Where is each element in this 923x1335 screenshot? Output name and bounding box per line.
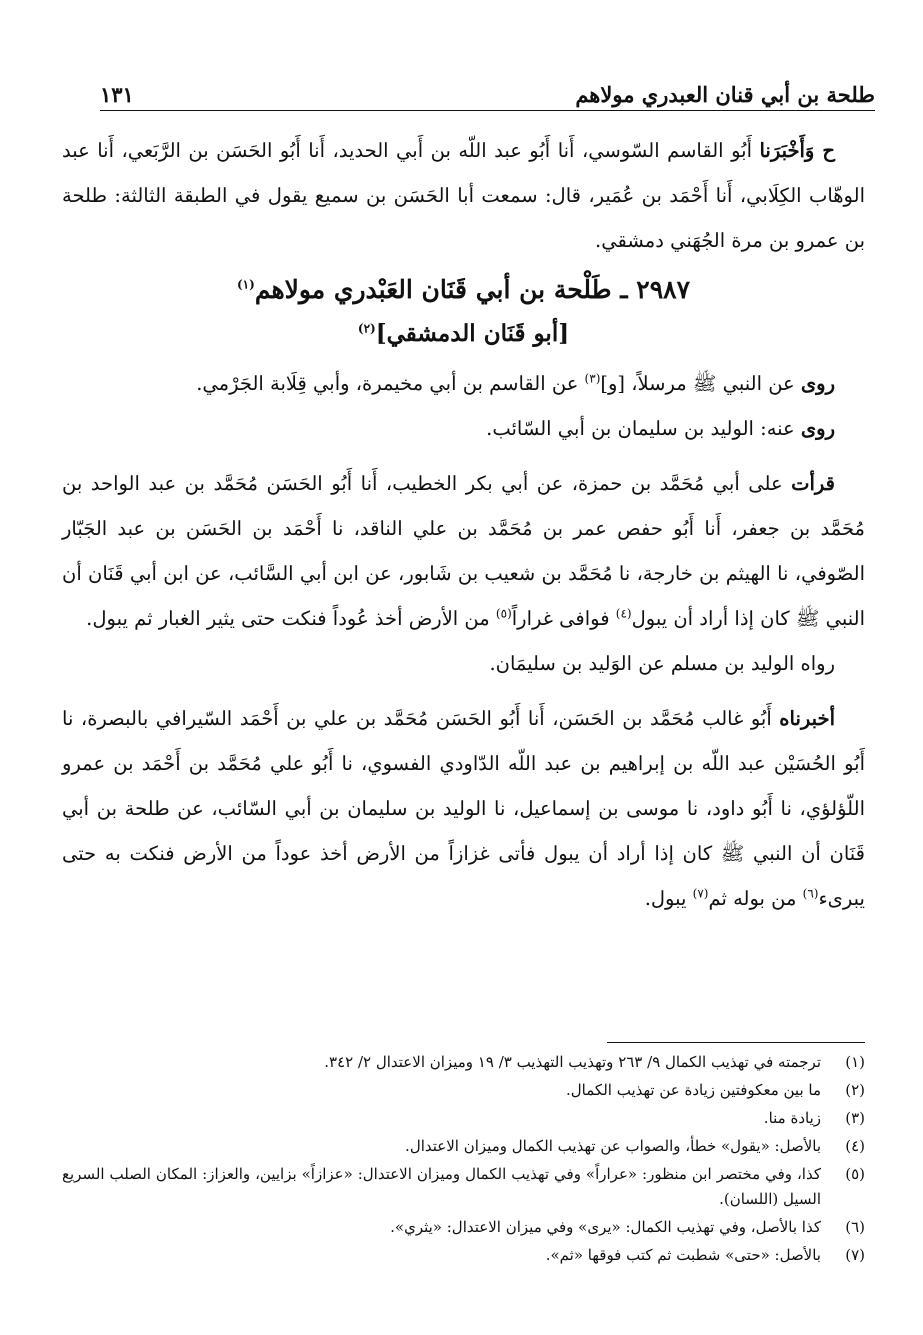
footnote-ref: (٤)	[615, 606, 632, 621]
entry-heading-text: ٢٩٨٧ ـ طَلْحة بن أبي قَنَان العَبْدري مولاهم	[254, 275, 691, 304]
paragraph-text: يبول.	[644, 887, 693, 910]
paragraph-narrated-by	[62, 406, 865, 451]
footnote-text: كذا بالأصل، وفي تهذيب الكمال: «يرى» وفي ميزان الاعتدال: «يثري».	[390, 1218, 821, 1236]
paragraph-text: فوافى غراراً	[511, 607, 616, 630]
footnote-text: كذا، وفي مختصر ابن منظور: «عراراً» وفي تهذيب الكمال وميزان الاعتدال: «عزازاً» بزايين، والعزاز: المكان الصلب السريع السيل (اللسان).	[62, 1165, 821, 1208]
footnote-divider	[607, 1042, 865, 1043]
footnote-number: (٢)	[845, 1081, 865, 1099]
running-header	[100, 70, 875, 110]
paragraph-narrated-from	[62, 361, 865, 406]
paragraph-hadith-1	[62, 461, 865, 641]
paragraph-text: على أبي مُحَمَّد بن حمزة، عن أبي بكر الخطيب، أَنا أَبُو الحَسَن مُحَمَّد بن عبد الواحد بن مُحَمَّد بن جعفر، أَنا أَبُو حفص عمر بن مُحَمَّد بن علي الناقد، نا أَحْمَد بن الحَسَن بن عبد الجَبّار الصّوفي، نا الهيثم بن خارجة، نا مُحَمَّد بن شعيب بن شَابور، عن ابن أبي السَّائب، عن ابن أبي قَنَان أن النبي ﷺ كان إذا أراد أن يبول	[62, 472, 865, 630]
footnote-text: ترجمته في تهذيب الكمال ٩/ ٢٦٣ وتهذيب التهذيب ٣/ ١٩ وميزان الاعتدال ٢/ ٣٤٢.	[324, 1053, 821, 1071]
footnote-text: بالأصل: «حتى» شطبت ثم كتب فوقها «ثم».	[545, 1246, 821, 1264]
footnote-ref: (٧)	[692, 886, 709, 901]
paragraph-text: أَبُو غالب مُحَمَّد بن الحَسَن، أَنا أَبُو الحَسَن مُحَمَّد بن علي بن أَحْمَد السّيرافي بالبصرة، نا أَبُو الحُسَيْن عبد اللّه بن إبراهيم بن عبد اللّه الدّاودي الفسوي، نا أَبُو علي مُحَمَّد بن أَحْمَد بن عمرو اللّؤلؤي، نا أَبُو داود، نا موسى بن إسماعيل، نا الوليد بن سليمان بن أبي السّائب، عن طلحة بن أبي قَنَان أن النبي ﷺ كان إذا أراد أن يبول فأتى غزازاً من الأرض أخذ عوداً من الأرض فنكت به حتى يبرىء	[62, 707, 865, 910]
footnote-number: (٣)	[845, 1109, 865, 1127]
header-divider	[100, 110, 875, 111]
running-header-title: طلحة بن أبي قنان العبدري مولاهم	[575, 82, 875, 107]
entry-heading	[62, 267, 865, 313]
footnote	[62, 1215, 865, 1240]
paragraph-lead-word: روى	[800, 417, 835, 440]
paragraph-text: عن النبي ﷺ مرسلاً، [و]	[600, 372, 801, 395]
footnote-number: (٧)	[845, 1246, 865, 1264]
footnote-number: (١)	[845, 1053, 865, 1071]
footnote-text: بالأصل: «يقول» خطأ، والصواب عن تهذيب الكمال وميزان الاعتدال.	[405, 1137, 821, 1155]
footnote-number: (٥)	[845, 1165, 865, 1183]
footnote-text: زيادة منا.	[763, 1109, 821, 1127]
footnote-text: ما بين معكوفتين زيادة عن تهذيب الكمال.	[566, 1081, 821, 1099]
footnote-ref: (٣)	[584, 371, 601, 386]
paragraph-text: أَبُو القاسم السّوسي، أَنا أَبُو عبد اللّه بن أَبي الحديد، أَنا أَبُو الحَسَن بن الرَّبَعي، أَنا عبد الوهّاب الكِلَابي، أَنا أَحْمَد بن عُمَير، قال: سمعت أبا الحَسَن بن سميع يقول في الطبقة الثالثة: طلحة بن عمرو بن مرة الجُهَني دمشقي.	[62, 139, 865, 252]
footnote	[62, 1134, 865, 1159]
footnote-ref: (٢)	[357, 321, 376, 336]
paragraph-lead-word: أخبرناه	[779, 707, 835, 730]
footnotes	[62, 1050, 865, 1271]
main-text	[62, 128, 865, 921]
entry-subheading-text: [أبو قَنَان الدمشقي]	[375, 320, 570, 347]
footnote-number: (٤)	[845, 1137, 865, 1155]
paragraph-chain-of-narration	[62, 128, 865, 263]
paragraph-text: عن القاسم بن أبي مخيمرة، وأبي قِلَابة الجَرْمي.	[196, 372, 585, 395]
paragraph-text: عنه: الوليد بن سليمان بن أبي السّائب.	[486, 417, 801, 440]
footnote-ref: (٦)	[802, 886, 819, 901]
footnote	[62, 1050, 865, 1075]
paragraph-lead-word: روى	[800, 372, 835, 395]
paragraph-text: رواه الوليد بن مسلم عن الوَليد بن سليمَان.	[489, 652, 835, 675]
paragraph-lead-word: ح وَأَخْبَرَنا	[759, 139, 835, 162]
paragraph-transmission-note	[62, 641, 865, 686]
paragraph-hadith-2	[62, 696, 865, 921]
footnote	[62, 1078, 865, 1103]
entry-subheading	[62, 313, 865, 355]
footnote-ref: (٥)	[495, 606, 512, 621]
footnote	[62, 1106, 865, 1131]
footnote-number: (٦)	[845, 1218, 865, 1236]
footnote	[62, 1243, 865, 1268]
footnote-ref: (١)	[236, 277, 255, 292]
footnote	[62, 1162, 865, 1212]
paragraph-lead-word: قرأت	[791, 472, 835, 495]
paragraph-text: من بوله ثم	[708, 887, 803, 910]
page-number: ١٣١	[100, 82, 134, 107]
paragraph-text: من الأرض أخذ عُوداً فنكت حتى يثير الغبار ثم يبول.	[86, 607, 496, 630]
